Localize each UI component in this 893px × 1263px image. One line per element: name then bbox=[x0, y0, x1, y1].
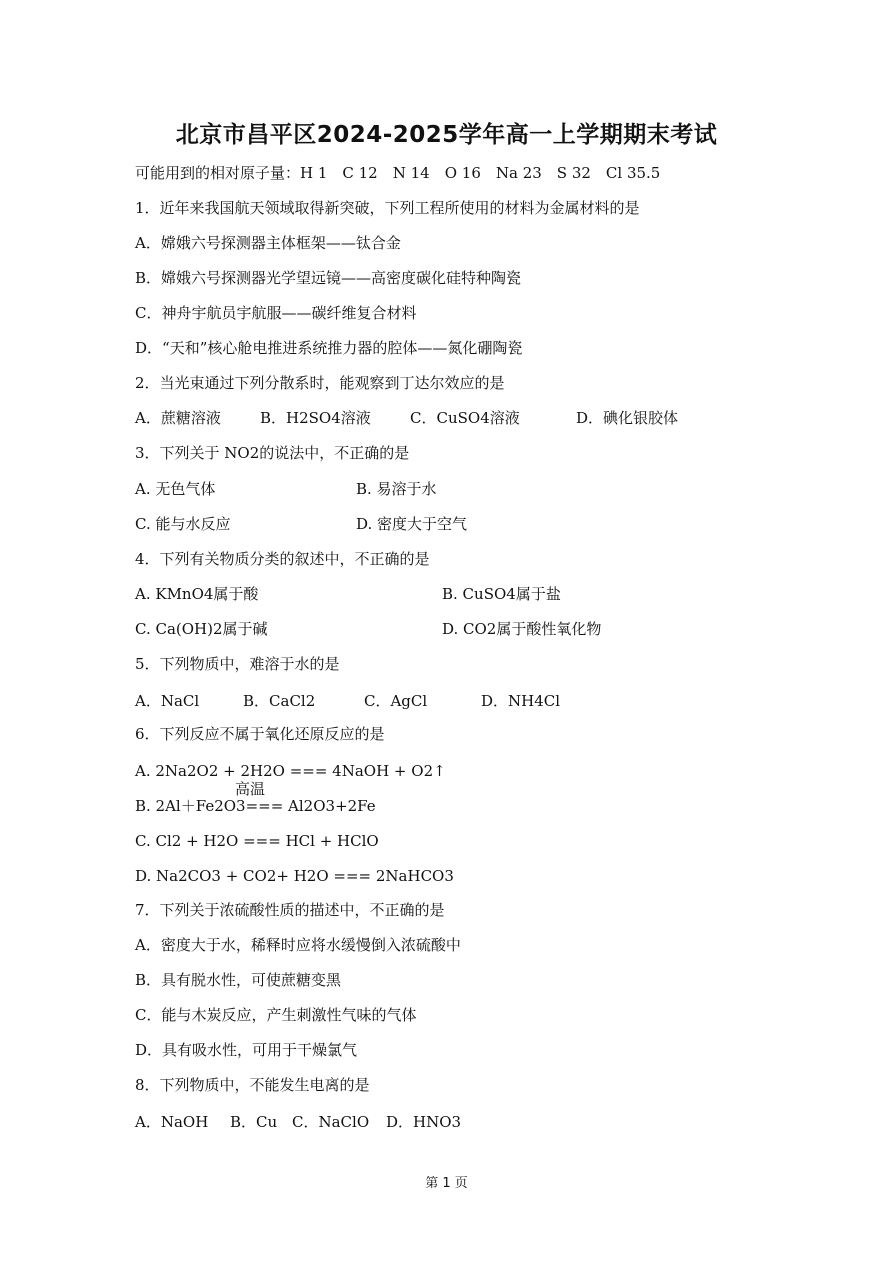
question-7-option-c: C．能与木炭反应，产生刺激性气味的气体 bbox=[135, 1006, 417, 1024]
page-title: 北京市昌平区2024-2025学年高一上学期期末考试 bbox=[175, 122, 718, 148]
question-5-option-d: D．NH4Cl bbox=[481, 692, 561, 710]
question-4-option-d: D. CO2属于酸性氧化物 bbox=[442, 620, 602, 638]
question-6-stem: 6．下列反应不属于氧化还原反应的是 bbox=[135, 725, 385, 743]
question-5-option-c: C．AgCl bbox=[364, 692, 428, 710]
question-4-option-c: C. Ca(OH)2属于碱 bbox=[135, 620, 268, 638]
atomic-masses: 可能用到的相对原子量：H 1 C 12 N 14 O 16 Na 23 S 32 Cl 35.5 bbox=[135, 164, 661, 182]
question-2-option-c: C．CuSO4溶液 bbox=[410, 409, 520, 427]
question-3-option-c: C. 能与水反应 bbox=[135, 515, 231, 533]
question-6-option-a: A. 2Na2O2 + 2H2O === 4NaOH + O2↑ bbox=[135, 762, 446, 780]
question-7-option-b: B．具有脱水性，可使蔗糖变黑 bbox=[135, 971, 342, 989]
question-2-option-a: A．蔗糖溶液 bbox=[135, 409, 221, 427]
question-4-stem: 4．下列有关物质分类的叙述中，不正确的是 bbox=[135, 550, 430, 568]
question-7-option-a: A．密度大于水，稀释时应将水缓慢倒入浓硫酸中 bbox=[135, 936, 461, 954]
question-8-option-a: A．NaOH bbox=[135, 1113, 209, 1131]
question-3-option-a: A. 无色气体 bbox=[135, 480, 216, 498]
question-1-option-c: C．神舟宇航员宇航服——碳纤维复合材料 bbox=[135, 304, 417, 322]
question-3-option-d: D. 密度大于空气 bbox=[356, 515, 468, 533]
question-3-option-b: B. 易溶于水 bbox=[356, 480, 437, 498]
question-5-stem: 5．下列物质中，难溶于水的是 bbox=[135, 655, 340, 673]
question-6-option-c: C. Cl2 + H2O === HCl + HClO bbox=[135, 832, 379, 850]
page-number: 第 1 页 bbox=[425, 1176, 468, 1191]
question-8-option-d: D．HNO3 bbox=[386, 1113, 462, 1131]
question-5-option-b: B．CaCl2 bbox=[243, 692, 316, 710]
question-2-stem: 2．当光束通过下列分散系时，能观察到丁达尔效应的是 bbox=[135, 374, 505, 392]
reaction-condition-label: 高温 bbox=[235, 780, 266, 798]
question-4-option-b: B. CuSO4属于盐 bbox=[442, 585, 561, 603]
question-8-option-c: C．NaClO bbox=[292, 1113, 370, 1131]
question-6-option-d: D. Na2CO3 + CO2+ H2O === 2NaHCO3 bbox=[135, 867, 454, 885]
question-7-option-d: D．具有吸水性，可用于干燥氯气 bbox=[135, 1041, 358, 1059]
question-7-stem: 7．下列关于浓硫酸性质的描述中，不正确的是 bbox=[135, 901, 445, 919]
question-4-option-a: A. KMnO4属于酸 bbox=[135, 585, 259, 603]
question-2-option-d: D．碘化银胶体 bbox=[576, 409, 679, 427]
question-8-option-b: B．Cu bbox=[230, 1113, 278, 1131]
question-2-option-b: B．H2SO4溶液 bbox=[260, 409, 371, 427]
question-5-option-a: A．NaCl bbox=[135, 692, 200, 710]
question-1-option-b: B．嫦娥六号探测器光学望远镜——高密度碳化硅特种陶瓷 bbox=[135, 269, 522, 287]
question-1-option-a: A．嫦娥六号探测器主体框架——钛合金 bbox=[135, 234, 401, 252]
question-1-option-d: D．“天和”核心舱电推进系统推力器的腔体——氮化硼陶瓷 bbox=[135, 339, 523, 357]
question-3-stem: 3．下列关于 NO2的说法中，不正确的是 bbox=[135, 444, 410, 462]
question-6-option-b: B. 2Al＋Fe2O3=== Al2O3+2Fe bbox=[135, 797, 376, 815]
question-8-stem: 8．下列物质中，不能发生电离的是 bbox=[135, 1076, 370, 1094]
question-1-stem: 1．近年来我国航天领域取得新突破，下列工程所使用的材料为金属材料的是 bbox=[135, 199, 640, 217]
